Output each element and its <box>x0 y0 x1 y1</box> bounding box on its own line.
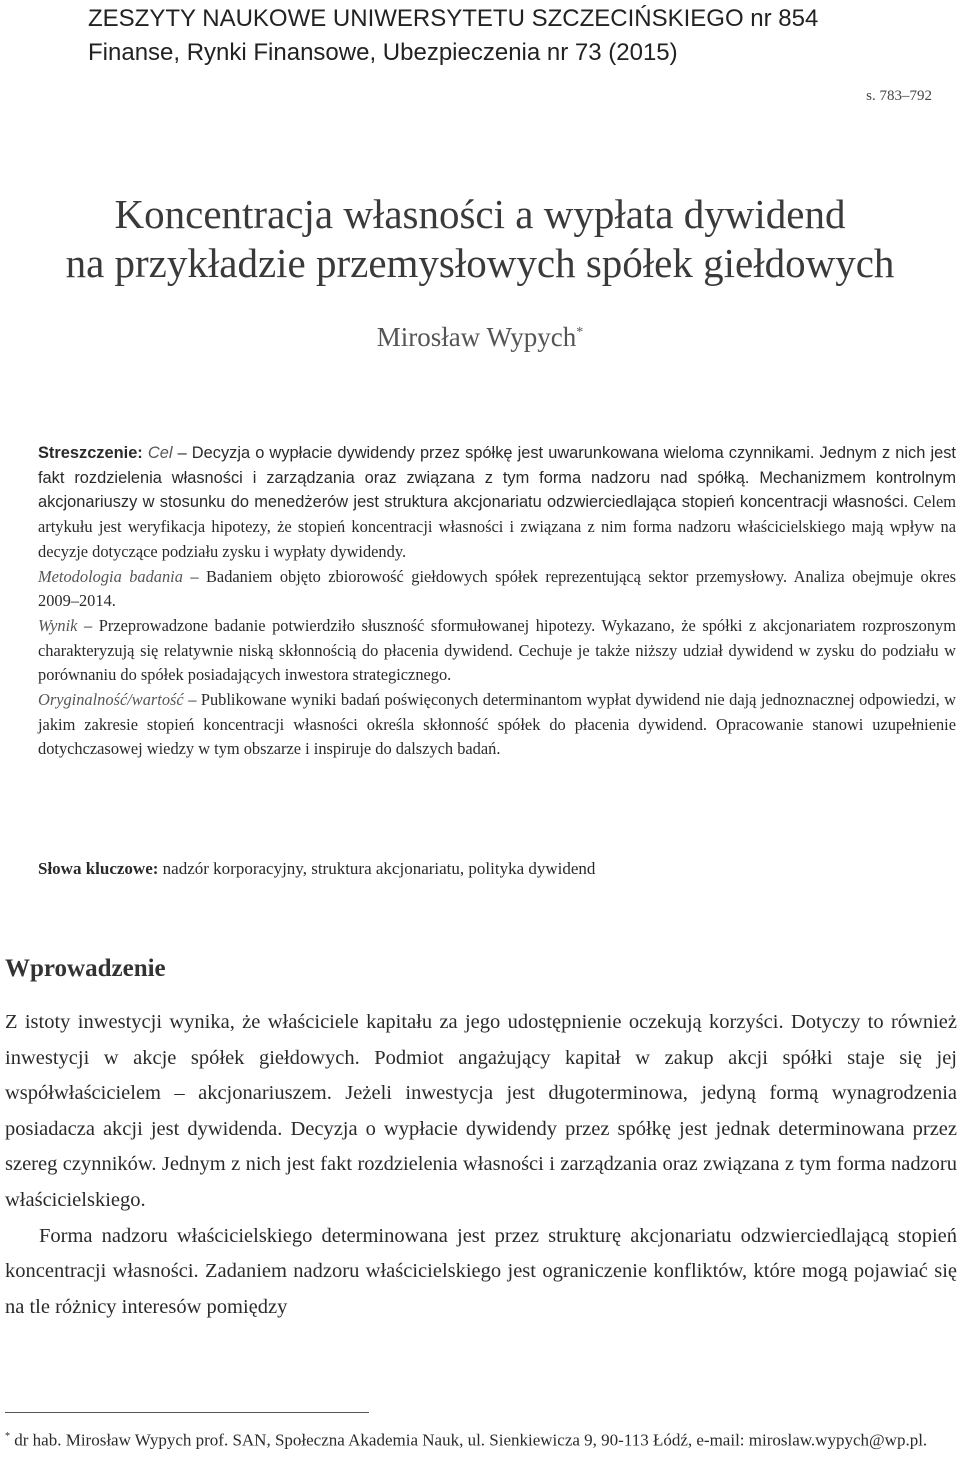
abstract-orig-label: Oryginalność/wartość <box>38 690 184 710</box>
author-name-text: Mirosław Wypych <box>376 322 577 352</box>
abstract-cel-serif-text: Celem artykułu jest weryfikacja hipotezy, że stopień koncentracji własności i związana z nim forma nadzoru właścicielskiego mają wpływ na decyzje dotyczące podziału zysku i wypłaty dywidendy. <box>38 492 956 561</box>
section-heading: Wprowadzenie <box>5 955 166 982</box>
abstract-orig-text: – Publikowane wyniki badań poświęconych determinantom wypłat dywidend nie dają jednoznacznej odpowiedzi, w jakim zakresie stopień koncentracji własności określa skłonność spółek do płacenia dywidend. Opracowanie stanowi uzupełnienie dotychczasowej wiedzy w tym obszarze i inspiruje do dalszych badań. <box>38 690 956 759</box>
abstract-method-label: Metodologia badania <box>38 566 183 586</box>
author-name <box>0 322 960 353</box>
body-paragraph-2: Forma nadzoru właścicielskiego determinowana jest przez strukturę akcjonariatu odzwierciedlającą stopień koncentracji własności. Zadaniem nadzoru właścicielskiego jest ograniczenie konfliktów, które mogą pojawiać się na tle różnicy interesów pomiędzy <box>5 1224 957 1318</box>
footnote-text: dr hab. Mirosław Wypych prof. SAN, Społeczna Akademia Nauk, ul. Sienkiewicza 9, 90-113 Łódź, e-mail: miroslaw.wypych@wp.pl. <box>14 1430 928 1450</box>
article-title-line1: Koncentracja własności a wypłata dywidend <box>114 191 846 237</box>
journal-series-title: ZESZYTY NAUKOWE UNIWERSYTETU SZCZECIŃSKIEGO nr 854 <box>88 5 819 32</box>
keywords-text: nadzór korporacyjny, struktura akcjonariatu, polityka dywidend <box>162 859 596 878</box>
footnote-mark: * <box>5 1431 10 1442</box>
abstract-result-paragraph <box>38 614 956 688</box>
abstract-result-label: Wynik <box>38 615 78 635</box>
footnote <box>5 1424 957 1453</box>
footnote-divider <box>5 1412 369 1413</box>
article-title-line2: na przykładzie przemysłowych spółek giełdowych <box>65 240 895 286</box>
abstract-cel-label: Cel <box>147 444 173 462</box>
body-paragraph-1: Z istoty inwestycji wynika, że właściciele kapitału za jego udostępnienie oczekują korzyści. Dotyczy to również inwestycji w akcje spółek giełdowych. Podmiot angażujący kapitał w zakup akcji spółki staje się jej współwłaścicielem – akcjonariuszem. Jeżeli inwestycja jest długoterminowa, jedyną formą wynagrodzenia posiadacza akcji jest dywidenda. Decyzja o wypłacie dywidendy przez spółkę jest jednak determinowana przez szereg czynników. Jednym z nich jest fakt rozdzielenia własności i zarządzania oraz związana z tym forma nadzoru właścicielskiego. <box>5 1011 957 1211</box>
abstract-method-paragraph <box>38 565 956 614</box>
keywords-label: Słowa kluczowe: <box>38 859 159 878</box>
abstract-cel-sans-text: – Decyzja o wypłacie dywidendy przez spółkę jest uwarunkowana wieloma czynnikami. Jednym z nich jest fakt rozdzielenia własności i zarządzania oraz związana z tym forma nadzoru nad spółką. Mechanizmem kontrolnym akcjonariuszy w stosunku do menedżerów jest struktura akcjonariatu odzwierciedlająca stopień koncentracji własności. <box>38 444 956 512</box>
abstract-label: Streszczenie: <box>38 444 143 462</box>
article-title <box>0 190 960 288</box>
abstract <box>38 441 956 762</box>
journal-issue-title: Finanse, Rynki Finansowe, Ubezpieczenia nr 73 (2015) <box>88 39 678 66</box>
keywords <box>38 859 956 879</box>
abstract-orig-paragraph <box>38 688 956 762</box>
abstract-lead <box>38 444 956 511</box>
body-text <box>5 1005 957 1325</box>
abstract-method-text: – Badaniem objęto zbiorowość giełdowych spółek reprezentującą sektor przemysłowy. Analiza obejmuje okres 2009–2014. <box>38 566 956 611</box>
author-footnote-mark: * <box>576 325 584 340</box>
page-range: s. 783–792 <box>866 88 932 104</box>
abstract-cel-paragraph <box>38 441 956 565</box>
abstract-result-text: – Przeprowadzone badanie potwierdziło słuszność sformułowanej hipotezy. Wykazano, że spółki z akcjonariatem rozproszonym charakteryzują się relatywnie niską skłonnością do płacenia dywidend. Cechuje je także niższy udział dywidend w zysku do podziału w porównaniu do spółek posiadających inwestora strategicznego. <box>38 615 956 685</box>
